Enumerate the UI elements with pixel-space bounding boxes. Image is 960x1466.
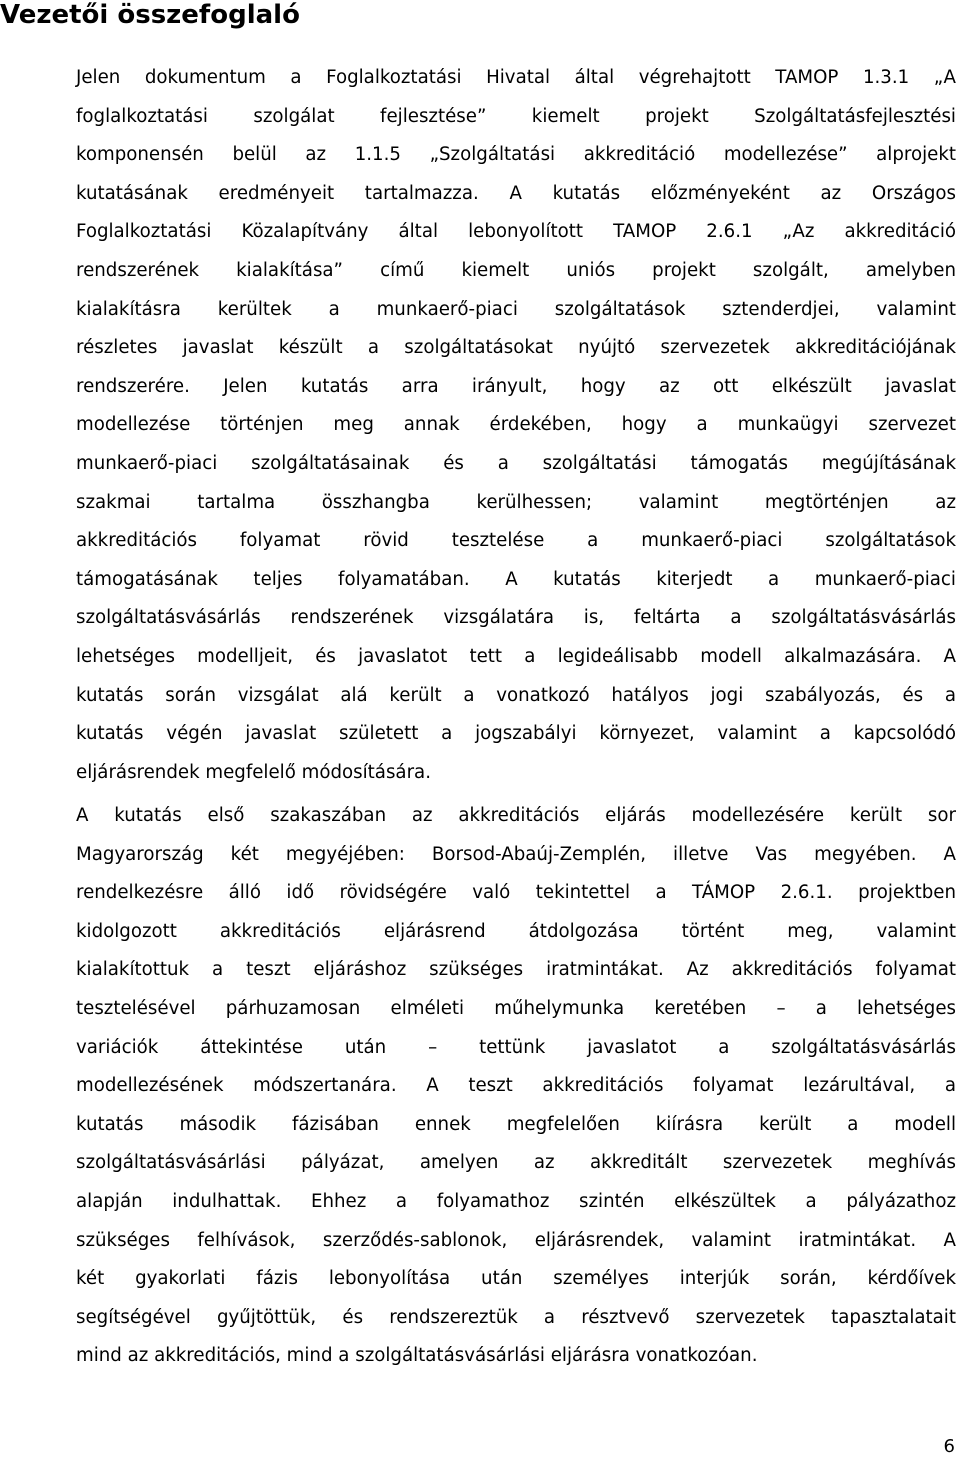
body-paragraph <box>76 59 956 792</box>
text-line: A kutatás első szakaszában az akkreditációs eljárás modellezésére került sor <box>76 805 956 826</box>
text-line: lehetséges modelljeit, és javaslatot tett a legideálisabb modell alkalmazására. A <box>76 645 956 667</box>
text-line: akkreditációs folyamat rövid tesztelése a munkaerő-piaci szolgáltatások <box>76 530 956 552</box>
text-line: kutatásának eredményeit tartalmazza. A kutatás előzményeként az Országos <box>76 182 956 204</box>
text-line: modellezésének módszertanára. A teszt akkreditációs folyamat lezárultával, a <box>76 1075 956 1097</box>
text-line: kutatás második fázisában ennek megfelelően kiírásra került a modell <box>76 1113 956 1135</box>
text-line: rendszerére. Jelen kutatás arra irányult, hogy az ott elkészült javaslat <box>76 375 956 397</box>
text-line: szakmai tartalma összhangba kerülhessen; valamint megtörténjen az <box>76 491 956 513</box>
text-line: szükséges felhívások, szerződés-sablonok, eljárásrendek, valamint iratmintákat. A <box>76 1229 956 1251</box>
text-line: Magyarország két megyéjében: Borsod-Abaúj-Zemplén, illetve Vas megyében. A <box>76 843 956 865</box>
text-line: tesztelésével párhuzamosan elméleti műhelymunka keretében – a lehetséges <box>76 997 956 1019</box>
text-line: variációk áttekintése után – tettünk javaslatot a szolgáltatásvásárlás <box>76 1036 956 1058</box>
text-line: komponensén belül az 1.1.5 „Szolgáltatási akkreditáció modellezése” alprojekt <box>76 144 956 166</box>
text-line: kutatás végén javaslat született a jogszabályi környezet, valamint a kapcsolódó <box>76 723 956 745</box>
text-line: támogatásának teljes folyamatában. A kutatás kiterjedt a munkaerő-piaci <box>76 568 956 590</box>
section-heading: Vezetői összefoglaló <box>0 0 300 30</box>
text-line: szolgáltatásvásárlás rendszerének vizsgálatára is, feltárta a szolgáltatásvásárlás <box>76 607 956 629</box>
body-paragraph <box>76 797 956 1376</box>
text-line: kutatás során vizsgálat alá került a vonatkozó hatályos jogi szabályozás, és a <box>76 684 956 706</box>
text-line: alapján indulhattak. Ehhez a folyamathoz szintén elkészültek a pályázathoz <box>76 1190 956 1212</box>
text-line: modellezése történjen meg annak érdekében, hogy a munkaügyi szervezet <box>76 414 956 436</box>
text-line: Jelen dokumentum a Foglalkoztatási Hivatal által végrehajtott TAMOP 1.3.1 „A <box>76 67 956 88</box>
text-line: két gyakorlati fázis lebonyolítása után személyes interjúk során, kérdőívek <box>76 1268 956 1290</box>
text-line: segítségével gyűjtöttük, és rendszereztük a résztvevő szervezetek tapasztalatait <box>76 1306 956 1328</box>
text-line: rendszerének kialakítása” című kiemelt uniós projekt szolgált, amelyben <box>76 259 956 281</box>
page-number: 6 <box>943 1436 955 1457</box>
text-line: foglalkoztatási szolgálat fejlesztése” kiemelt projekt Szolgáltatásfejlesztési <box>76 105 956 127</box>
text-line: mind az akkreditációs, mind a szolgáltatásvásárlási eljárásra vonatkozóan. <box>76 1345 758 1367</box>
text-line: részletes javaslat készült a szolgáltatásokat nyújtó szervezetek akkreditációjának <box>76 337 956 359</box>
text-line: munkaerő-piaci szolgáltatásainak és a szolgáltatási támogatás megújításának <box>76 452 956 474</box>
text-line: szolgáltatásvásárlási pályázat, amelyen az akkreditált szervezetek meghívás <box>76 1152 956 1174</box>
text-line: Foglalkoztatási Közalapítvány által lebonyolított TAMOP 2.6.1 „Az akkreditáció <box>76 221 956 243</box>
text-line: rendelkezésre álló idő rövidségére való tekintettel a TÁMOP 2.6.1. projektben <box>76 882 956 904</box>
text-line: kidolgozott akkreditációs eljárásrend átdolgozása történt meg, valamint <box>76 920 956 942</box>
text-line: kialakítottuk a teszt eljáráshoz szükséges iratmintákat. Az akkreditációs folyamat <box>76 959 956 981</box>
text-line: eljárásrendek megfelelő módosítására. <box>76 761 431 783</box>
text-line: kialakításra kerültek a munkaerő-piaci szolgáltatások sztenderdjei, valamint <box>76 298 956 320</box>
